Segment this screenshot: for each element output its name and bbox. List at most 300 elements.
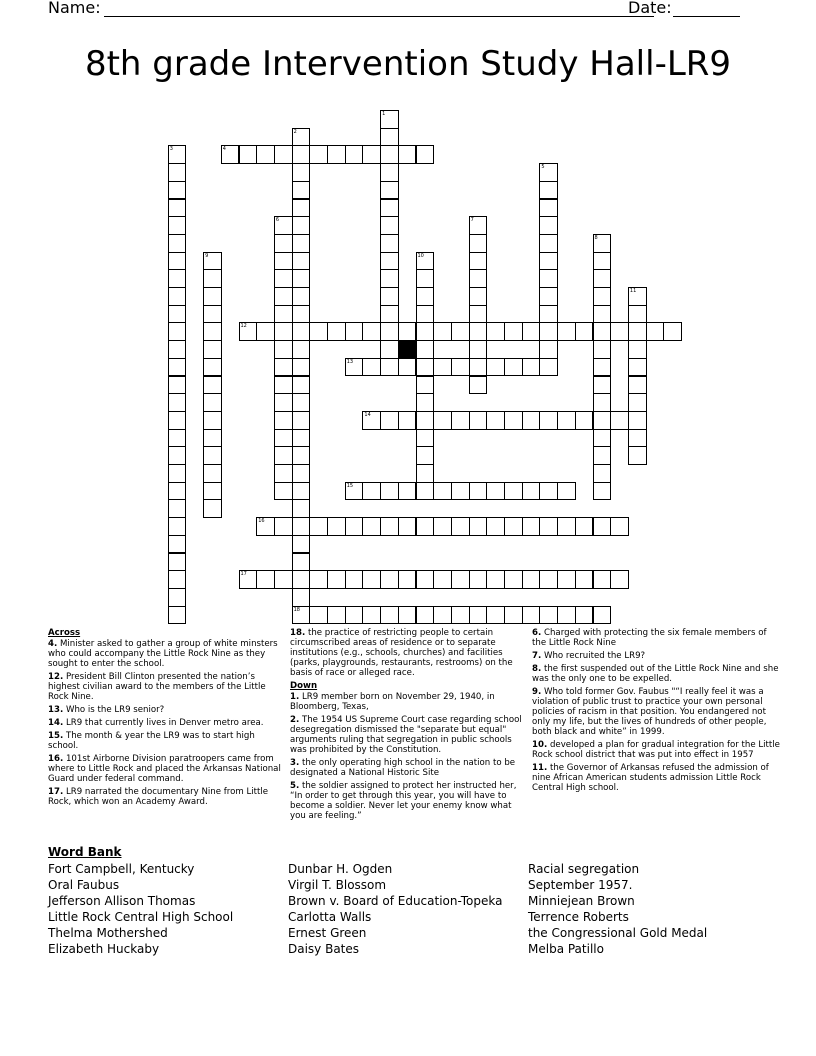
grid-cell[interactable] [539, 287, 558, 306]
grid-cell[interactable] [416, 305, 435, 324]
grid-cell[interactable] [451, 606, 470, 625]
grid-cell[interactable] [203, 269, 222, 288]
grid-cell[interactable] [203, 305, 222, 324]
grid-cell[interactable] [274, 482, 293, 501]
grid-cell[interactable] [416, 252, 435, 271]
grid-cell[interactable] [593, 269, 612, 288]
grid-cell[interactable] [292, 234, 311, 253]
grid-cell[interactable] [203, 322, 222, 341]
grid-cell[interactable] [416, 358, 435, 377]
grid-cell[interactable] [557, 322, 576, 341]
grid-cell[interactable] [628, 411, 647, 430]
grid-cell[interactable] [362, 570, 381, 589]
grid-cell[interactable] [168, 322, 187, 341]
grid-cell[interactable] [469, 234, 488, 253]
grid-cell[interactable] [628, 305, 647, 324]
grid-cell[interactable] [469, 305, 488, 324]
grid-cell[interactable] [628, 340, 647, 359]
grid-cell[interactable] [575, 517, 594, 536]
grid-cell[interactable] [610, 411, 629, 430]
grid-cell[interactable] [593, 322, 612, 341]
grid-cell[interactable] [292, 464, 311, 483]
grid-cell[interactable] [469, 606, 488, 625]
grid-cell[interactable] [380, 305, 399, 324]
grid-cell[interactable] [593, 429, 612, 448]
grid-cell[interactable] [168, 287, 187, 306]
grid-cell[interactable] [274, 411, 293, 430]
grid-cell[interactable] [522, 358, 541, 377]
grid-cell[interactable] [504, 570, 523, 589]
grid-cell[interactable] [504, 482, 523, 501]
grid-cell[interactable] [416, 429, 435, 448]
grid-cell[interactable] [593, 570, 612, 589]
grid-cell[interactable] [486, 570, 505, 589]
grid-cell[interactable] [451, 482, 470, 501]
grid-cell[interactable] [539, 181, 558, 200]
grid-cell[interactable] [380, 517, 399, 536]
grid-cell[interactable] [575, 322, 594, 341]
grid-cell[interactable] [239, 145, 258, 164]
grid-cell[interactable] [593, 305, 612, 324]
grid-cell[interactable] [398, 606, 417, 625]
grid-cell[interactable] [380, 358, 399, 377]
grid-cell[interactable] [168, 340, 187, 359]
grid-cell[interactable] [292, 287, 311, 306]
grid-cell[interactable] [628, 376, 647, 395]
across-clue: 16. 101st Airborne Division paratroopers came from where to Little Rock and placed the Arkansas National Guard under federal command. [48, 754, 281, 784]
grid-cell[interactable] [203, 429, 222, 448]
grid-cell[interactable] [292, 482, 311, 501]
grid-cell[interactable] [522, 411, 541, 430]
grid-cell[interactable] [274, 145, 293, 164]
grid-cell[interactable] [593, 411, 612, 430]
grid-cell[interactable] [593, 606, 612, 625]
grid-cell[interactable] [380, 128, 399, 147]
grid-cell[interactable] [575, 411, 594, 430]
clues-column-1 [48, 628, 281, 810]
grid-cell[interactable] [327, 145, 346, 164]
grid-cell[interactable] [274, 234, 293, 253]
grid-cell[interactable] [292, 216, 311, 235]
clue-number: 5 [541, 164, 545, 171]
grid-cell[interactable] [628, 287, 647, 306]
grid-cell[interactable] [168, 464, 187, 483]
grid-cell[interactable] [610, 517, 629, 536]
date-label: Date: [628, 0, 672, 17]
grid-cell[interactable] [168, 429, 187, 448]
grid-cell[interactable] [380, 287, 399, 306]
grid-cell[interactable] [469, 322, 488, 341]
grid-cell[interactable] [398, 517, 417, 536]
grid-cell[interactable] [203, 482, 222, 501]
grid-cell[interactable] [274, 322, 293, 341]
grid-cell[interactable] [380, 234, 399, 253]
grid-cell[interactable] [504, 358, 523, 377]
grid-cell[interactable] [380, 570, 399, 589]
grid-cell[interactable] [433, 322, 452, 341]
grid-cell[interactable] [416, 145, 435, 164]
grid-cell[interactable] [292, 163, 311, 182]
grid-cell[interactable] [274, 464, 293, 483]
grid-cell[interactable] [416, 606, 435, 625]
grid-cell[interactable] [469, 411, 488, 430]
grid-cell[interactable] [362, 411, 381, 430]
grid-cell[interactable] [610, 322, 629, 341]
word-bank-heading: Word Bank [48, 845, 122, 859]
grid-cell[interactable] [256, 517, 275, 536]
grid-cell[interactable] [292, 446, 311, 465]
grid-cell[interactable] [345, 482, 364, 501]
grid-cell[interactable] [168, 446, 187, 465]
grid-cell[interactable] [203, 340, 222, 359]
grid-cell[interactable] [292, 358, 311, 377]
grid-cell[interactable] [203, 499, 222, 518]
grid-cell[interactable] [504, 517, 523, 536]
grid-cell[interactable] [539, 199, 558, 218]
clues-column-2 [290, 628, 522, 824]
grid-cell[interactable] [168, 499, 187, 518]
grid-cell[interactable] [539, 216, 558, 235]
across-heading: Across [48, 628, 81, 638]
grid-cell[interactable] [168, 252, 187, 271]
grid-cell[interactable] [380, 110, 399, 129]
grid-cell[interactable] [469, 482, 488, 501]
grid-cell[interactable] [416, 482, 435, 501]
grid-cell[interactable] [274, 446, 293, 465]
grid-cell[interactable] [416, 322, 435, 341]
grid-cell[interactable] [469, 570, 488, 589]
grid-cell[interactable] [416, 517, 435, 536]
grid-cell[interactable] [539, 322, 558, 341]
grid-cell[interactable] [168, 535, 187, 554]
grid-cell[interactable] [539, 340, 558, 359]
grid-cell[interactable] [203, 446, 222, 465]
grid-cell[interactable] [362, 322, 381, 341]
grid-cell[interactable] [168, 163, 187, 182]
grid-cell[interactable] [593, 252, 612, 271]
grid-cell[interactable] [380, 411, 399, 430]
grid-cell[interactable] [628, 322, 647, 341]
grid-cell[interactable] [539, 305, 558, 324]
grid-cell[interactable] [345, 570, 364, 589]
grid-cell[interactable] [292, 128, 311, 147]
grid-cell[interactable] [327, 517, 346, 536]
grid-cell[interactable] [362, 482, 381, 501]
grid-cell[interactable] [327, 606, 346, 625]
grid-cell[interactable] [292, 517, 311, 536]
grid-cell[interactable] [469, 517, 488, 536]
grid-cell[interactable] [486, 358, 505, 377]
grid-cell[interactable] [168, 305, 187, 324]
grid-cell[interactable] [168, 588, 187, 607]
grid-cell[interactable] [168, 145, 187, 164]
grid-cell[interactable] [486, 517, 505, 536]
grid-cell[interactable] [309, 145, 328, 164]
grid-cell[interactable] [522, 482, 541, 501]
grid-cell[interactable] [593, 464, 612, 483]
grid-cell[interactable] [168, 570, 187, 589]
grid-cell[interactable] [646, 322, 665, 341]
grid-cell[interactable] [292, 606, 311, 625]
word-bank-item: Minniejean Brown [528, 894, 635, 908]
grid-cell[interactable] [203, 411, 222, 430]
grid-cell[interactable] [362, 517, 381, 536]
grid-cell[interactable] [274, 517, 293, 536]
across-clue: 17. LR9 narrated the documentary Nine from Little Rock, which won an Academy Award. [48, 787, 269, 807]
grid-cell[interactable] [433, 411, 452, 430]
grid-cell[interactable] [628, 393, 647, 412]
grid-cell[interactable] [416, 570, 435, 589]
grid-cell[interactable] [433, 482, 452, 501]
grid-cell[interactable] [469, 252, 488, 271]
grid-cell[interactable] [416, 340, 435, 359]
grid-cell[interactable] [504, 411, 523, 430]
grid-cell[interactable] [309, 517, 328, 536]
grid-cell[interactable] [168, 376, 187, 395]
grid-cell[interactable] [486, 411, 505, 430]
grid-cell[interactable] [168, 216, 187, 235]
grid-cell[interactable] [451, 517, 470, 536]
grid-cell[interactable] [345, 145, 364, 164]
grid-cell[interactable] [575, 606, 594, 625]
word-bank-item: Elizabeth Huckaby [48, 942, 160, 956]
grid-cell[interactable] [292, 588, 311, 607]
grid-cell[interactable] [451, 322, 470, 341]
grid-cell[interactable] [663, 322, 682, 341]
grid-cell[interactable] [539, 234, 558, 253]
grid-cell[interactable] [610, 570, 629, 589]
grid-cell[interactable] [168, 411, 187, 430]
grid-cell[interactable] [292, 553, 311, 572]
grid-cell[interactable] [309, 322, 328, 341]
grid-cell[interactable] [469, 216, 488, 235]
grid-cell[interactable] [416, 446, 435, 465]
grid-cell[interactable] [416, 411, 435, 430]
grid-cell[interactable] [274, 429, 293, 448]
grid-cell[interactable] [539, 606, 558, 625]
grid-cell[interactable] [292, 305, 311, 324]
grid-cell[interactable] [380, 216, 399, 235]
grid-cell[interactable] [398, 358, 417, 377]
grid-cell[interactable] [469, 358, 488, 377]
grid-cell[interactable] [362, 606, 381, 625]
grid-cell[interactable] [593, 446, 612, 465]
grid-cell[interactable] [451, 570, 470, 589]
grid-cell[interactable] [292, 340, 311, 359]
grid-cell[interactable] [274, 340, 293, 359]
grid-cell[interactable] [292, 411, 311, 430]
across-clue: 12. President Bill Clinton presented the nation’s highest civilian award to the members of the Little Rock Nine. [48, 672, 266, 702]
grid-cell[interactable] [416, 464, 435, 483]
grid-cell[interactable] [380, 482, 399, 501]
grid-cell[interactable] [628, 429, 647, 448]
grid-cell[interactable] [327, 570, 346, 589]
grid-cell[interactable] [575, 570, 594, 589]
grid-cell[interactable] [398, 322, 417, 341]
grid-cell[interactable] [168, 393, 187, 412]
grid-cell[interactable] [593, 482, 612, 501]
grid-cell[interactable] [309, 606, 328, 625]
grid-cell[interactable] [557, 606, 576, 625]
grid-cell[interactable] [221, 145, 240, 164]
grid-cell[interactable] [292, 145, 311, 164]
grid-cell[interactable] [593, 517, 612, 536]
grid-cell[interactable] [168, 482, 187, 501]
grid-cell[interactable] [168, 517, 187, 536]
grid-cell[interactable] [292, 322, 311, 341]
grid-cell[interactable] [557, 411, 576, 430]
grid-cell[interactable] [168, 358, 187, 377]
grid-cell[interactable] [292, 570, 311, 589]
grid-cell[interactable] [345, 358, 364, 377]
clue-number: 4 [222, 146, 226, 153]
word-bank-item: Ernest Green [288, 926, 367, 940]
grid-cell[interactable] [416, 393, 435, 412]
grid-cell[interactable] [539, 570, 558, 589]
grid-cell[interactable] [486, 322, 505, 341]
grid-cell[interactable] [593, 340, 612, 359]
grid-cell[interactable] [398, 570, 417, 589]
grid-cell[interactable] [539, 252, 558, 271]
grid-cell[interactable] [274, 305, 293, 324]
grid-cell[interactable] [504, 322, 523, 341]
grid-cell[interactable] [292, 393, 311, 412]
grid-cell[interactable] [593, 358, 612, 377]
grid-cell[interactable] [168, 199, 187, 218]
grid-cell[interactable] [451, 411, 470, 430]
grid-cell[interactable] [274, 287, 293, 306]
grid-cell[interactable] [416, 269, 435, 288]
grid-cell[interactable] [469, 376, 488, 395]
grid-cell[interactable] [203, 358, 222, 377]
clue-number: 9 [205, 252, 209, 259]
grid-cell[interactable] [239, 322, 258, 341]
grid-cell[interactable] [539, 269, 558, 288]
grid-cell[interactable] [203, 376, 222, 395]
grid-cell[interactable] [398, 145, 417, 164]
grid-cell[interactable] [593, 287, 612, 306]
grid-cell[interactable] [380, 322, 399, 341]
grid-cell[interactable] [539, 163, 558, 182]
grid-cell[interactable] [380, 181, 399, 200]
clue-number: 15 [346, 482, 354, 489]
grid-cell[interactable] [486, 482, 505, 501]
grid-cell[interactable] [239, 570, 258, 589]
grid-cell[interactable] [345, 322, 364, 341]
grid-cell[interactable] [274, 358, 293, 377]
grid-cell[interactable] [380, 269, 399, 288]
grid-cell[interactable] [557, 570, 576, 589]
grid-cell[interactable] [380, 340, 399, 359]
grid-cell[interactable] [522, 322, 541, 341]
grid-cell[interactable] [327, 322, 346, 341]
clue-number: 8 [594, 234, 598, 241]
grid-cell[interactable] [309, 570, 328, 589]
grid-cell[interactable] [168, 269, 187, 288]
grid-cell[interactable] [274, 252, 293, 271]
grid-cell[interactable] [469, 269, 488, 288]
grid-cell[interactable] [203, 464, 222, 483]
grid-cell[interactable] [398, 411, 417, 430]
grid-cell[interactable] [628, 358, 647, 377]
grid-cell[interactable] [274, 570, 293, 589]
grid-cell[interactable] [593, 376, 612, 395]
grid-cell[interactable] [380, 163, 399, 182]
grid-cell[interactable] [274, 269, 293, 288]
grid-cell[interactable] [274, 393, 293, 412]
grid-cell[interactable] [274, 216, 293, 235]
grid-cell[interactable] [539, 482, 558, 501]
grid-cell[interactable] [362, 358, 381, 377]
grid-cell[interactable] [380, 199, 399, 218]
grid-cell[interactable] [292, 269, 311, 288]
grid-cell[interactable] [256, 145, 275, 164]
grid-cell[interactable] [557, 482, 576, 501]
grid-cell[interactable] [416, 287, 435, 306]
grid-cell[interactable] [203, 252, 222, 271]
grid-cell[interactable] [345, 606, 364, 625]
grid-cell[interactable] [433, 358, 452, 377]
grid-cell[interactable] [522, 570, 541, 589]
grid-cell[interactable] [433, 517, 452, 536]
clue-number: 11 [629, 288, 637, 294]
grid-cell[interactable] [469, 287, 488, 306]
grid-cell[interactable] [292, 429, 311, 448]
across-clue: 14. LR9 that currently lives in Denver metro area. [48, 718, 264, 728]
grid-cell[interactable] [274, 376, 293, 395]
grid-cell[interactable] [522, 517, 541, 536]
grid-cell[interactable] [292, 199, 311, 218]
grid-cell[interactable] [539, 517, 558, 536]
grid-cell[interactable] [593, 234, 612, 253]
grid-cell[interactable] [292, 535, 311, 554]
grid-cell[interactable] [398, 482, 417, 501]
grid-cell[interactable] [292, 252, 311, 271]
grid-cell[interactable] [168, 606, 187, 625]
grid-cell[interactable] [362, 145, 381, 164]
across-clue: 4. Minister asked to gather a group of white minsters who could accompany the Little Rock Nine as they sought to enter the school. [48, 639, 278, 669]
grid-cell[interactable] [292, 181, 311, 200]
grid-cell[interactable] [593, 393, 612, 412]
grid-cell[interactable] [486, 606, 505, 625]
grid-cell[interactable] [168, 553, 187, 572]
grid-cell[interactable] [539, 358, 558, 377]
grid-cell[interactable] [203, 287, 222, 306]
grid-cell[interactable] [628, 446, 647, 465]
grid-cell[interactable] [380, 145, 399, 164]
grid-cell[interactable] [522, 606, 541, 625]
grid-cell[interactable] [433, 570, 452, 589]
grid-cell[interactable] [504, 606, 523, 625]
grid-cell[interactable] [168, 234, 187, 253]
grid-cell[interactable] [292, 499, 311, 518]
grid-cell[interactable] [469, 340, 488, 359]
grid-cell[interactable] [380, 606, 399, 625]
grid-cell[interactable] [292, 376, 311, 395]
grid-cell[interactable] [416, 376, 435, 395]
grid-cell[interactable] [451, 358, 470, 377]
grid-cell[interactable] [557, 517, 576, 536]
grid-cell[interactable] [203, 393, 222, 412]
grid-cell[interactable] [168, 181, 187, 200]
grid-cell[interactable] [433, 606, 452, 625]
grid-cell[interactable] [345, 517, 364, 536]
grid-cell[interactable] [256, 570, 275, 589]
grid-cell[interactable] [380, 252, 399, 271]
grid-cell[interactable] [256, 322, 275, 341]
clue-number: 10 [417, 252, 424, 259]
grid-cell[interactable] [539, 411, 558, 430]
